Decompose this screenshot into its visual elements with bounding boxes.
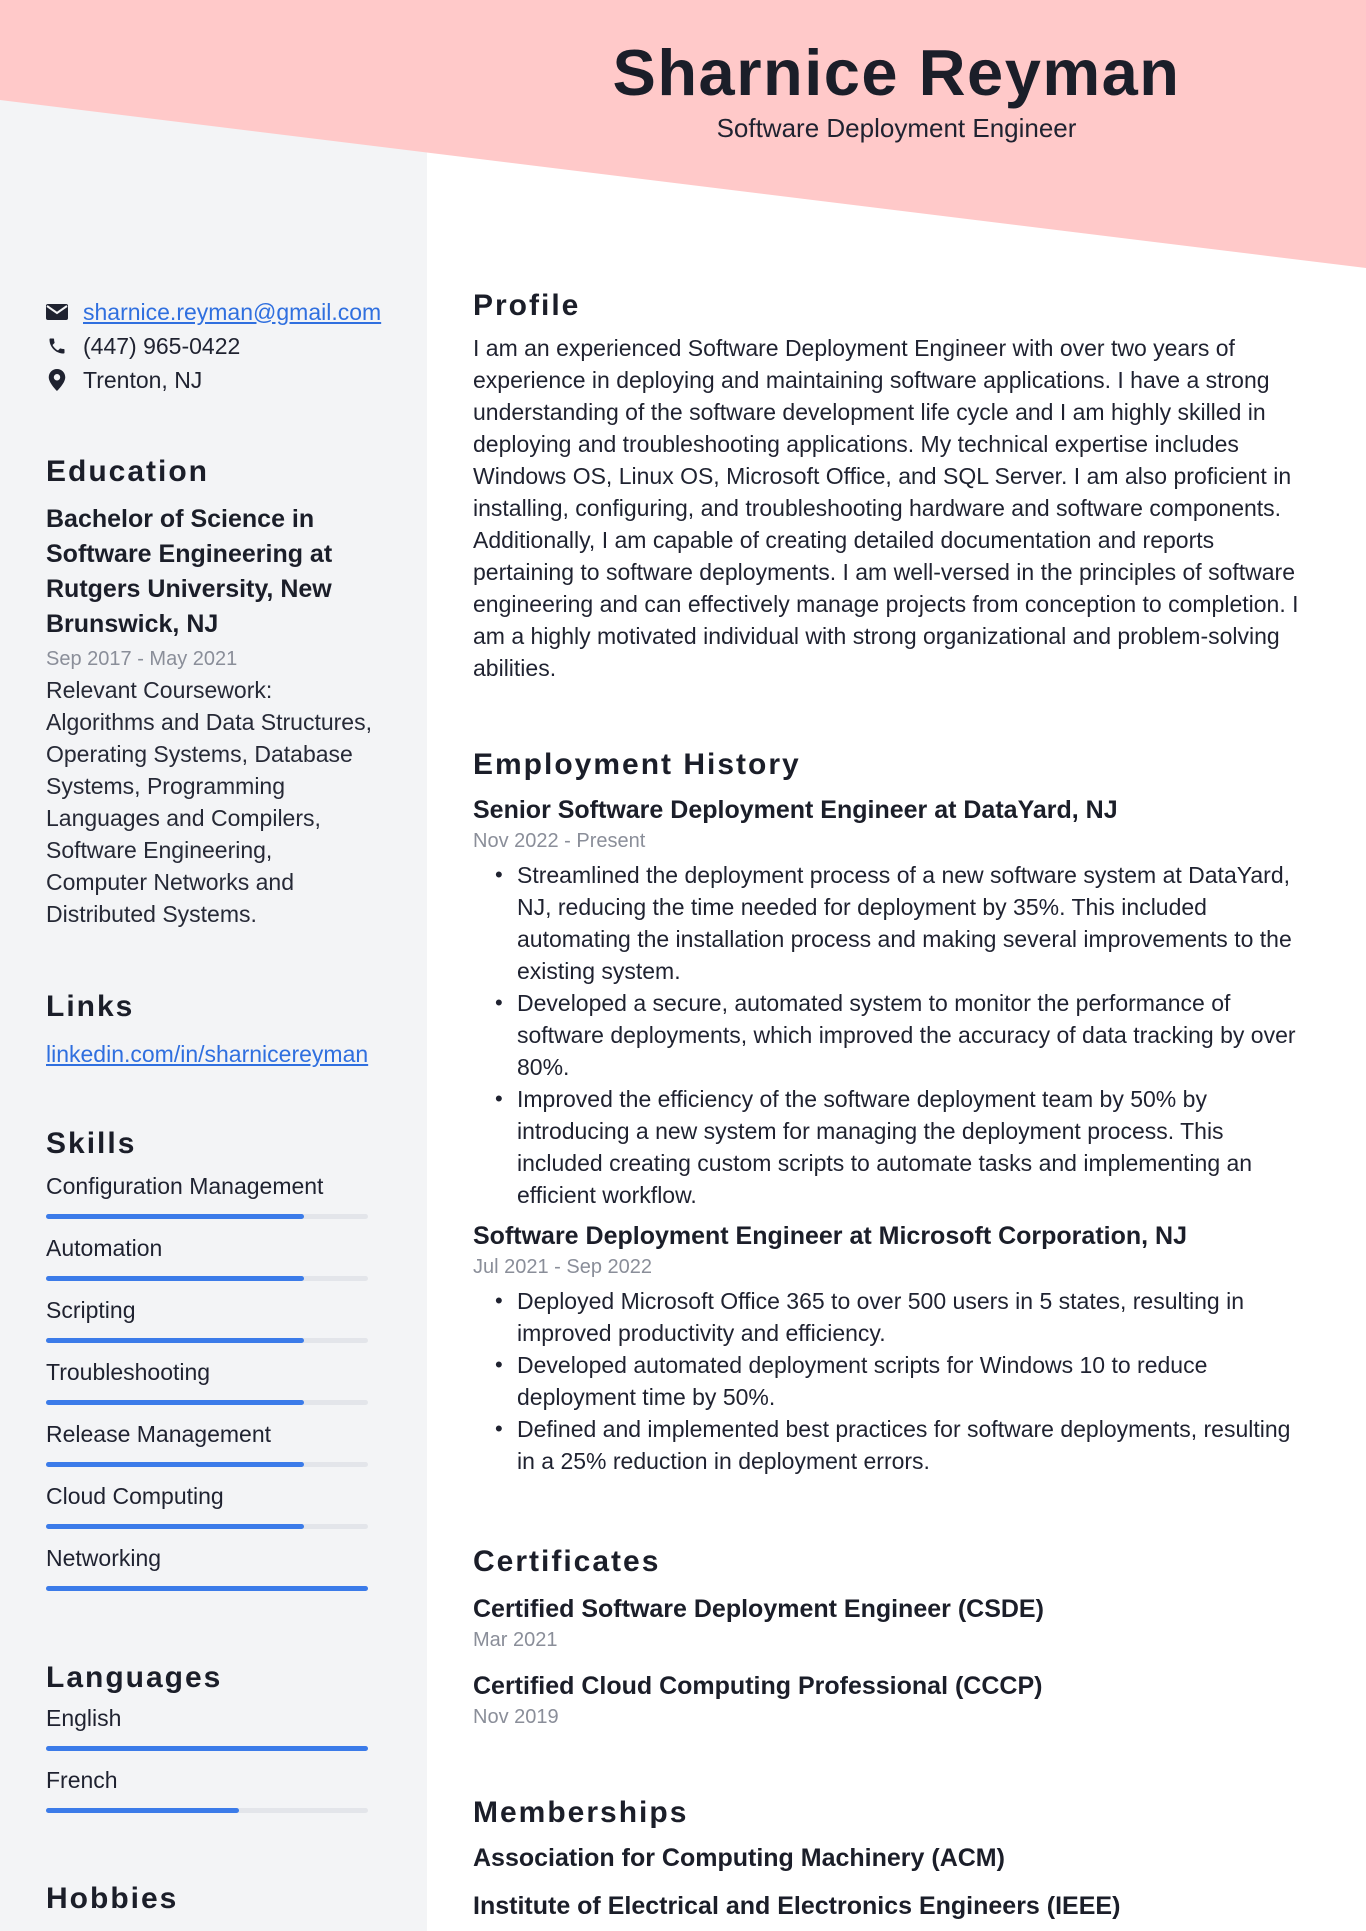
certificate-item xyxy=(473,1592,1311,1654)
email-link[interactable]: sharnice.reyman@gmail.com xyxy=(83,298,382,325)
skill-bar xyxy=(46,1400,368,1405)
languages-heading: Languages xyxy=(46,1661,223,1694)
hobbies-heading: Hobbies xyxy=(46,1882,179,1915)
skill-bar xyxy=(46,1338,368,1343)
job-entry xyxy=(473,1219,1311,1477)
envelope-icon xyxy=(46,301,68,323)
skill-item xyxy=(46,1170,376,1232)
location-pin-icon xyxy=(46,369,68,391)
language-label: French xyxy=(46,1767,118,1793)
certificate-item xyxy=(473,1669,1311,1731)
membership-item: Association for Computing Machinery (ACM) xyxy=(473,1844,1005,1872)
memberships-heading: Memberships xyxy=(473,1796,689,1829)
profile-section xyxy=(473,286,1311,684)
profile-heading: Profile xyxy=(473,289,581,322)
languages-list xyxy=(46,1702,376,1826)
language-bar-fill xyxy=(46,1746,368,1751)
skill-label: Automation xyxy=(46,1235,163,1261)
job-bullet: • Deployed Microsoft Office 365 to over 500 users in 5 states, resulting in improved productivity and efficiency. xyxy=(473,1285,1311,1349)
job-title: Software Deployment Engineer at Microsoft Corporation, NJ xyxy=(473,1222,1187,1250)
job-bullet: • Defined and implemented best practices for software deployments, resulting in a 25% reduction in deployment errors. xyxy=(473,1413,1311,1477)
employment-heading: Employment History xyxy=(473,748,801,781)
job-bullet: • Developed a secure, automated system to monitor the performance of software deployments, which improved the accuracy of data tracking by over 80%. xyxy=(473,987,1311,1083)
certificate-date: Nov 2019 xyxy=(473,1706,559,1728)
contact-block xyxy=(46,295,382,397)
job-dates: Jul 2021 - Sep 2022 xyxy=(473,1256,653,1278)
resume-header xyxy=(427,36,1366,144)
skill-label: Networking xyxy=(46,1545,162,1571)
skill-bar xyxy=(46,1524,368,1529)
skill-label: Configuration Management xyxy=(46,1173,324,1199)
skills-section xyxy=(46,1124,376,1604)
certificates-heading: Certificates xyxy=(473,1545,661,1578)
links-section xyxy=(46,987,376,1068)
hobbies-section xyxy=(46,1879,376,1919)
skill-bar xyxy=(46,1462,368,1467)
profile-text: I am an experienced Software Deployment Engineer with over two years of experience in deploying and maintaining software applications. I have a strong understanding of the software development life cycle and I am highly skilled in deploying and troubleshooting applications. My technical expertise includes Windows OS, Linux OS, Microsoft Office, and SQL Server. I am also proficient in installing, configuring, and troubleshooting hardware and software components. Additionally, I am capable of creating detailed documentation and reports pertaining to software deployments. I am well-versed in the principles of software engineering and can effectively manage projects from conception to completion. I am a highly motivated individual with strong organizational and problem-solving abilities. xyxy=(473,335,1299,681)
job-bullet: • Streamlined the deployment process of a new software system at DataYard, NJ, reducing the time needed for deployment by 35%. This included automating the installation process and making several improvements to the existing system. xyxy=(473,859,1311,987)
location-text: Trenton, NJ xyxy=(83,366,203,393)
skill-bar xyxy=(46,1586,368,1591)
job-dates: Nov 2022 - Present xyxy=(473,830,646,852)
language-bar xyxy=(46,1808,368,1813)
job-bullets xyxy=(473,859,1311,1211)
skill-item xyxy=(46,1480,376,1542)
language-item xyxy=(46,1702,376,1764)
education-dates: Sep 2017 - May 2021 xyxy=(46,648,238,670)
contact-location-row xyxy=(46,363,376,397)
education-section xyxy=(46,452,376,930)
job-title: Senior Software Deployment Engineer at DataYard, NJ xyxy=(473,796,1118,824)
links-heading: Links xyxy=(46,990,135,1023)
skill-label: Cloud Computing xyxy=(46,1483,224,1509)
language-bar xyxy=(46,1746,368,1751)
sidebar-background xyxy=(0,0,427,1931)
education-coursework: Relevant Coursework: Algorithms and Data Structures, Operating Systems, Database Systems, Programming Languages and Compilers, Software Engineering, Computer Networks and Distributed Systems. xyxy=(46,677,372,927)
membership-item: Institute of Electrical and Electronics Engineers (IEEE) xyxy=(473,1892,1121,1920)
education-degree: Bachelor of Science in Software Engineering at Rutgers University, New Brunswick, NJ xyxy=(46,505,333,638)
language-item xyxy=(46,1764,376,1826)
skill-bar xyxy=(46,1276,368,1281)
memberships-section xyxy=(473,1793,1311,1923)
candidate-name: Sharnice Reyman xyxy=(612,36,1181,109)
skill-item xyxy=(46,1356,376,1418)
job-bullet: • Developed automated deployment scripts for Windows 10 to reduce deployment time by 50%. xyxy=(473,1349,1311,1413)
certificate-date: Mar 2021 xyxy=(473,1629,558,1651)
education-heading: Education xyxy=(46,455,210,488)
skill-item xyxy=(46,1232,376,1294)
contact-email-row xyxy=(46,295,382,329)
skill-label: Release Management xyxy=(46,1421,272,1447)
skill-bar-fill xyxy=(46,1214,304,1219)
language-bar-fill xyxy=(46,1808,239,1813)
skill-bar-fill xyxy=(46,1586,368,1591)
phone-icon xyxy=(46,335,68,357)
skill-bar-fill xyxy=(46,1524,304,1529)
skill-bar xyxy=(46,1214,368,1219)
job-bullet: • Improved the efficiency of the software deployment team by 50% by introducing a new system for managing the deployment process. This included creating custom scripts to automate tasks and implementing an efficient workflow. xyxy=(473,1083,1311,1211)
skill-label: Scripting xyxy=(46,1297,136,1323)
skill-item xyxy=(46,1418,376,1480)
job-bullets xyxy=(473,1285,1311,1477)
skill-item xyxy=(46,1294,376,1356)
skill-bar-fill xyxy=(46,1338,304,1343)
skills-list xyxy=(46,1170,376,1604)
skill-bar-fill xyxy=(46,1462,304,1467)
linkedin-link[interactable]: linkedin.com/in/sharnicereyman xyxy=(46,1041,369,1067)
language-label: English xyxy=(46,1705,122,1731)
candidate-title: Software Deployment Engineer xyxy=(716,112,1077,143)
certificate-title: Certified Cloud Computing Professional (CCCP) xyxy=(473,1672,1043,1700)
phone-number: (447) 965-0422 xyxy=(83,332,241,359)
certificate-title: Certified Software Deployment Engineer (CSDE) xyxy=(473,1595,1044,1623)
skill-bar-fill xyxy=(46,1400,304,1405)
skill-bar-fill xyxy=(46,1276,304,1281)
skills-heading: Skills xyxy=(46,1127,137,1160)
contact-phone-row xyxy=(46,329,376,363)
job-entry xyxy=(473,793,1311,1211)
certificates-section xyxy=(473,1542,1311,1731)
skill-label: Troubleshooting xyxy=(46,1359,211,1385)
skill-item xyxy=(46,1542,376,1604)
languages-section xyxy=(46,1658,376,1826)
employment-section xyxy=(473,745,1311,1477)
